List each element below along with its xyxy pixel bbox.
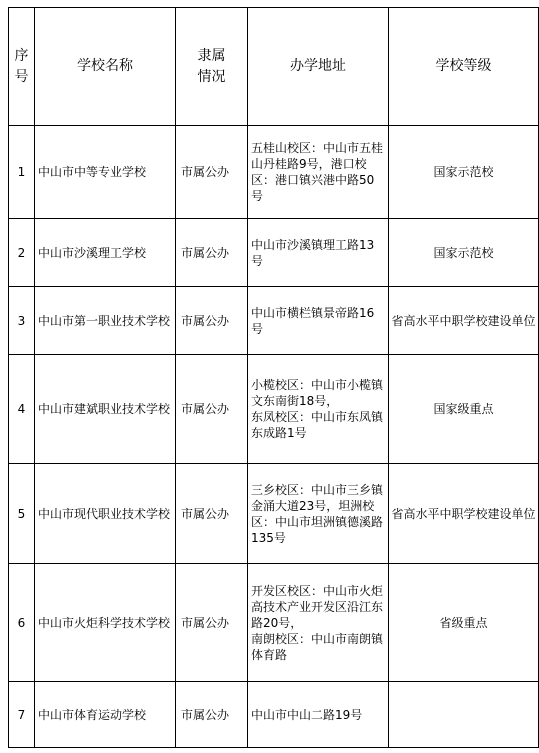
table-row [9, 126, 539, 219]
cell-level: 省高水平中职学校建设单位 [389, 287, 539, 355]
address-line: 中山市沙溪镇理工路13号 [251, 237, 375, 268]
cell-level: 省级重点 [389, 564, 539, 682]
address-line: 开发区校区：中山市火炬高技术产业开发区沿江东路20号， [251, 583, 384, 630]
cell-level: 国家级重点 [389, 355, 539, 464]
table-row [9, 564, 539, 682]
cell-index: 7 [9, 682, 35, 748]
header-affiliation: 隶属情况 [176, 8, 248, 126]
cell-index: 3 [9, 287, 35, 355]
table-row [9, 682, 539, 748]
cell-level [389, 682, 539, 748]
table-row [9, 287, 539, 355]
address-line: 三乡校区：中山市三乡镇金涌大道23号，坦洲校区：中山市坦洲镇德溪路135号 [251, 482, 384, 545]
cell-school-name: 中山市第一职业技术学校 [35, 287, 176, 355]
header-name: 学校名称 [35, 8, 176, 126]
cell-address [248, 126, 389, 219]
cell-school-name: 中山市沙溪理工学校 [35, 219, 176, 287]
cell-address [248, 355, 389, 464]
cell-address [248, 219, 389, 287]
address-line: 中山市中山二路19号 [251, 707, 363, 722]
cell-level: 国家示范校 [389, 126, 539, 219]
cell-school-name: 中山市体育运动学校 [35, 682, 176, 748]
address-line: 五桂山校区：中山市五桂山丹桂路9号，港口校区：港口镇兴港中路50号 [251, 141, 384, 203]
cell-affiliation: 市属公办 [176, 464, 248, 564]
header-level: 学校等级 [389, 8, 539, 126]
address-line: 南朗校区：中山市南朗镇体育路 [251, 631, 384, 662]
address-line: 小榄校区：中山市小榄镇文东南街18号， [251, 378, 384, 408]
cell-affiliation: 市属公办 [176, 287, 248, 355]
cell-index: 1 [9, 126, 35, 219]
cell-affiliation: 市属公办 [176, 355, 248, 464]
header-row [9, 8, 539, 126]
cell-affiliation: 市属公办 [176, 126, 248, 219]
cell-affiliation: 市属公办 [176, 682, 248, 748]
cell-school-name: 中山市火炬科学技术学校 [35, 564, 176, 682]
table-row [9, 219, 539, 287]
cell-level: 省高水平中职学校建设单位 [389, 464, 539, 564]
cell-index: 5 [9, 464, 35, 564]
schools-table [8, 7, 539, 748]
table-row [9, 355, 539, 464]
cell-address [248, 564, 389, 682]
cell-school-name: 中山市现代职业技术学校 [35, 464, 176, 564]
cell-school-name: 中山市中等专业学校 [35, 126, 176, 219]
cell-address [248, 682, 389, 748]
address-line: 东凤校区：中山市东凤镇东成路1号 [251, 410, 384, 440]
cell-index: 6 [9, 564, 35, 682]
cell-school-name: 中山市建斌职业技术学校 [35, 355, 176, 464]
cell-affiliation: 市属公办 [176, 219, 248, 287]
cell-address [248, 287, 389, 355]
cell-affiliation: 市属公办 [176, 564, 248, 682]
table-row [9, 464, 539, 564]
cell-index: 2 [9, 219, 35, 287]
cell-index: 4 [9, 355, 35, 464]
header-address: 办学地址 [248, 8, 389, 126]
header-index: 序号 [9, 8, 35, 126]
cell-level: 国家示范校 [389, 219, 539, 287]
address-line: 中山市横栏镇景帝路16号 [251, 305, 375, 336]
cell-address [248, 464, 389, 564]
